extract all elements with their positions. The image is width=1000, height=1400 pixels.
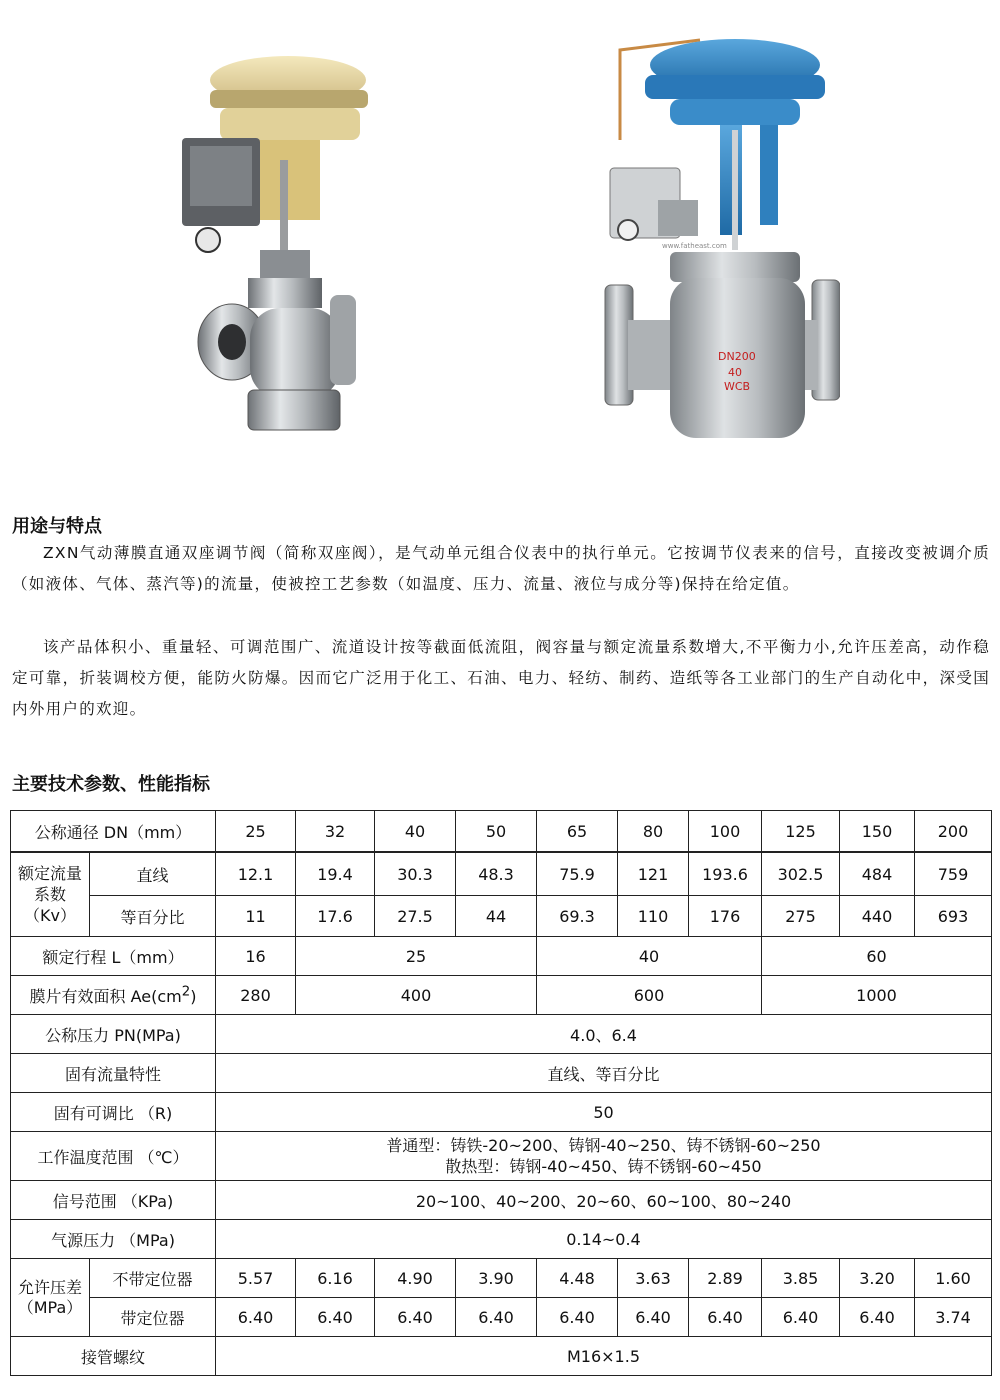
- dp-no-pos-cell: 1.60: [915, 1259, 992, 1298]
- label-kv: 额定流量系数（Kv）: [11, 852, 90, 937]
- row-signal: [11, 1181, 992, 1220]
- label-dp: 允许压差（MPa）: [11, 1259, 90, 1337]
- area-cell: 400: [296, 976, 537, 1015]
- row-kv-percent: [11, 896, 992, 937]
- row-dp-positioner: [11, 1298, 992, 1337]
- dp-pos-cell: 6.40: [689, 1298, 762, 1337]
- kv-linear-cell: 75.9: [537, 852, 618, 896]
- dp-pos-cell: 6.40: [537, 1298, 618, 1337]
- valve-photo-right: [600, 30, 840, 450]
- kv-percent-cell: 11: [216, 896, 296, 937]
- dp-no-pos-cell: 3.90: [456, 1259, 537, 1298]
- dp-pos-cell: 3.74: [915, 1298, 992, 1337]
- row-air: [11, 1220, 992, 1259]
- dp-no-pos-cell: 6.16: [296, 1259, 375, 1298]
- kv-linear-cell: 121: [618, 852, 689, 896]
- row-dp-no-positioner: [11, 1259, 992, 1298]
- label-flow-char: 固有流量特性: [11, 1054, 216, 1093]
- dn-cell: 100: [689, 811, 762, 853]
- dp-pos-cell: 6.40: [762, 1298, 840, 1337]
- dp-pos-cell: 6.40: [840, 1298, 915, 1337]
- valve-photo-left: [160, 50, 380, 445]
- row-flow-char: [11, 1054, 992, 1093]
- area-cell: 1000: [762, 976, 992, 1015]
- label-air: 气源压力 （MPa): [11, 1220, 216, 1259]
- kv-percent-cell: 17.6: [296, 896, 375, 937]
- watermark: www.fatheast.com: [662, 242, 727, 250]
- label-range: 固有可调比 （R): [11, 1093, 216, 1132]
- kv-percent-cell: 693: [915, 896, 992, 937]
- usage-paragraph-1: ZXN气动薄膜直通双座调节阀（简称双座阀），是气动单元组合仪表中的执行单元。它按调节仪表来的信号，直接改变被调介质（如液体、气体、蒸汽等)的流量，使被控工艺参数（如温度、压力、流量、液位与成分等)保持在给定值。: [12, 544, 990, 593]
- row-stroke: [11, 937, 992, 976]
- temp-line-normal: 普通型：铸铁-20~200、铸钢-40~250、铸不锈钢-60~250: [386, 1136, 821, 1155]
- dn-cell: 25: [216, 811, 296, 853]
- row-dn: [11, 811, 992, 853]
- dn-cell: 200: [915, 811, 992, 853]
- area-cell: 280: [216, 976, 296, 1015]
- label-dp-positioner: 带定位器: [90, 1298, 216, 1337]
- kv-linear-cell: 12.1: [216, 852, 296, 896]
- row-temp: [11, 1132, 992, 1181]
- kv-linear-cell: 48.3: [456, 852, 537, 896]
- dp-no-pos-cell: 4.48: [537, 1259, 618, 1298]
- label-thread: 接管螺纹: [11, 1337, 216, 1376]
- area-cell: 600: [537, 976, 762, 1015]
- dn-cell: 32: [296, 811, 375, 853]
- label-dn: 公称通径 DN（mm）: [11, 811, 216, 853]
- dp-no-pos-cell: 3.85: [762, 1259, 840, 1298]
- dp-pos-cell: 6.40: [456, 1298, 537, 1337]
- usage-paragraph-2: 该产品体积小、重量轻、可调范围广、流道设计按等截面低流阻，阀容量与额定流量系数增大,不平衡力小,允许压差高，动作稳定可靠，折装调校方便，能防火防爆。因而它广泛用于化工、石油、电力、轻纺、制药、造纸等各工业部门的生产自动化中，深受国内外用户的欢迎。: [12, 638, 990, 718]
- label-dp-no-positioner: 不带定位器: [90, 1259, 216, 1298]
- dp-pos-cell: 6.40: [216, 1298, 296, 1337]
- pn-value: 4.0、6.4: [216, 1015, 992, 1054]
- stroke-cell: 16: [216, 937, 296, 976]
- kv-percent-cell: 44: [456, 896, 537, 937]
- temp-line-cooling: 散热型：铸钢-40~450、铸不锈钢-60~450: [445, 1157, 762, 1176]
- stroke-cell: 25: [296, 937, 537, 976]
- dp-pos-cell: 6.40: [618, 1298, 689, 1337]
- kv-linear-cell: 759: [915, 852, 992, 896]
- specs-table: [10, 810, 992, 1376]
- label-pn: 公称压力 PN(MPa): [11, 1015, 216, 1054]
- usage-title: 用途与特点: [12, 516, 102, 537]
- kv-percent-cell: 110: [618, 896, 689, 937]
- body-marking-material: WCB: [724, 380, 751, 393]
- label-signal: 信号范围 （KPa): [11, 1181, 216, 1220]
- row-thread: [11, 1337, 992, 1376]
- dp-no-pos-cell: 3.20: [840, 1259, 915, 1298]
- kv-percent-cell: 440: [840, 896, 915, 937]
- kv-linear-cell: 484: [840, 852, 915, 896]
- label-stroke: 额定行程 L（mm）: [11, 937, 216, 976]
- dp-no-pos-cell: 2.89: [689, 1259, 762, 1298]
- label-area: 膜片有效面积 $Ae(cm^2)$: [11, 976, 216, 1015]
- dn-cell: 80: [618, 811, 689, 853]
- body-marking-dn: DN200: [718, 350, 756, 363]
- dp-no-pos-cell: 3.63: [618, 1259, 689, 1298]
- dn-cell: 50: [456, 811, 537, 853]
- dp-pos-cell: 6.40: [296, 1298, 375, 1337]
- kv-linear-cell: 30.3: [375, 852, 456, 896]
- body-marking-pn: 40: [728, 366, 742, 379]
- dn-cell: 125: [762, 811, 840, 853]
- temp-value: [216, 1132, 992, 1181]
- kv-percent-cell: 275: [762, 896, 840, 937]
- flow-char-value: 直线、等百分比: [216, 1054, 992, 1093]
- row-range: [11, 1093, 992, 1132]
- row-kv-linear: [11, 852, 992, 896]
- kv-percent-cell: 69.3: [537, 896, 618, 937]
- row-pn: [11, 1015, 992, 1054]
- signal-value: 20~100、40~200、20~60、60~100、80~240: [216, 1181, 992, 1220]
- kv-linear-cell: 19.4: [296, 852, 375, 896]
- stroke-cell: 40: [537, 937, 762, 976]
- range-value: 50: [216, 1093, 992, 1132]
- thread-value: M16×1.5: [216, 1337, 992, 1376]
- dp-pos-cell: 6.40: [375, 1298, 456, 1337]
- label-temp: 工作温度范围 （℃）: [11, 1132, 216, 1181]
- kv-percent-cell: 176: [689, 896, 762, 937]
- kv-percent-cell: 27.5: [375, 896, 456, 937]
- dn-cell: 65: [537, 811, 618, 853]
- dn-cell: 40: [375, 811, 456, 853]
- specs-title: 主要技术参数、性能指标: [12, 774, 210, 795]
- kv-linear-cell: 193.6: [689, 852, 762, 896]
- kv-linear-cell: 302.5: [762, 852, 840, 896]
- label-kv-linear: 直线: [90, 852, 216, 896]
- row-area: [11, 976, 992, 1015]
- stroke-cell: 60: [762, 937, 992, 976]
- dp-no-pos-cell: 5.57: [216, 1259, 296, 1298]
- label-kv-percent: 等百分比: [90, 896, 216, 937]
- dn-cell: 150: [840, 811, 915, 853]
- dp-no-pos-cell: 4.90: [375, 1259, 456, 1298]
- air-value: 0.14~0.4: [216, 1220, 992, 1259]
